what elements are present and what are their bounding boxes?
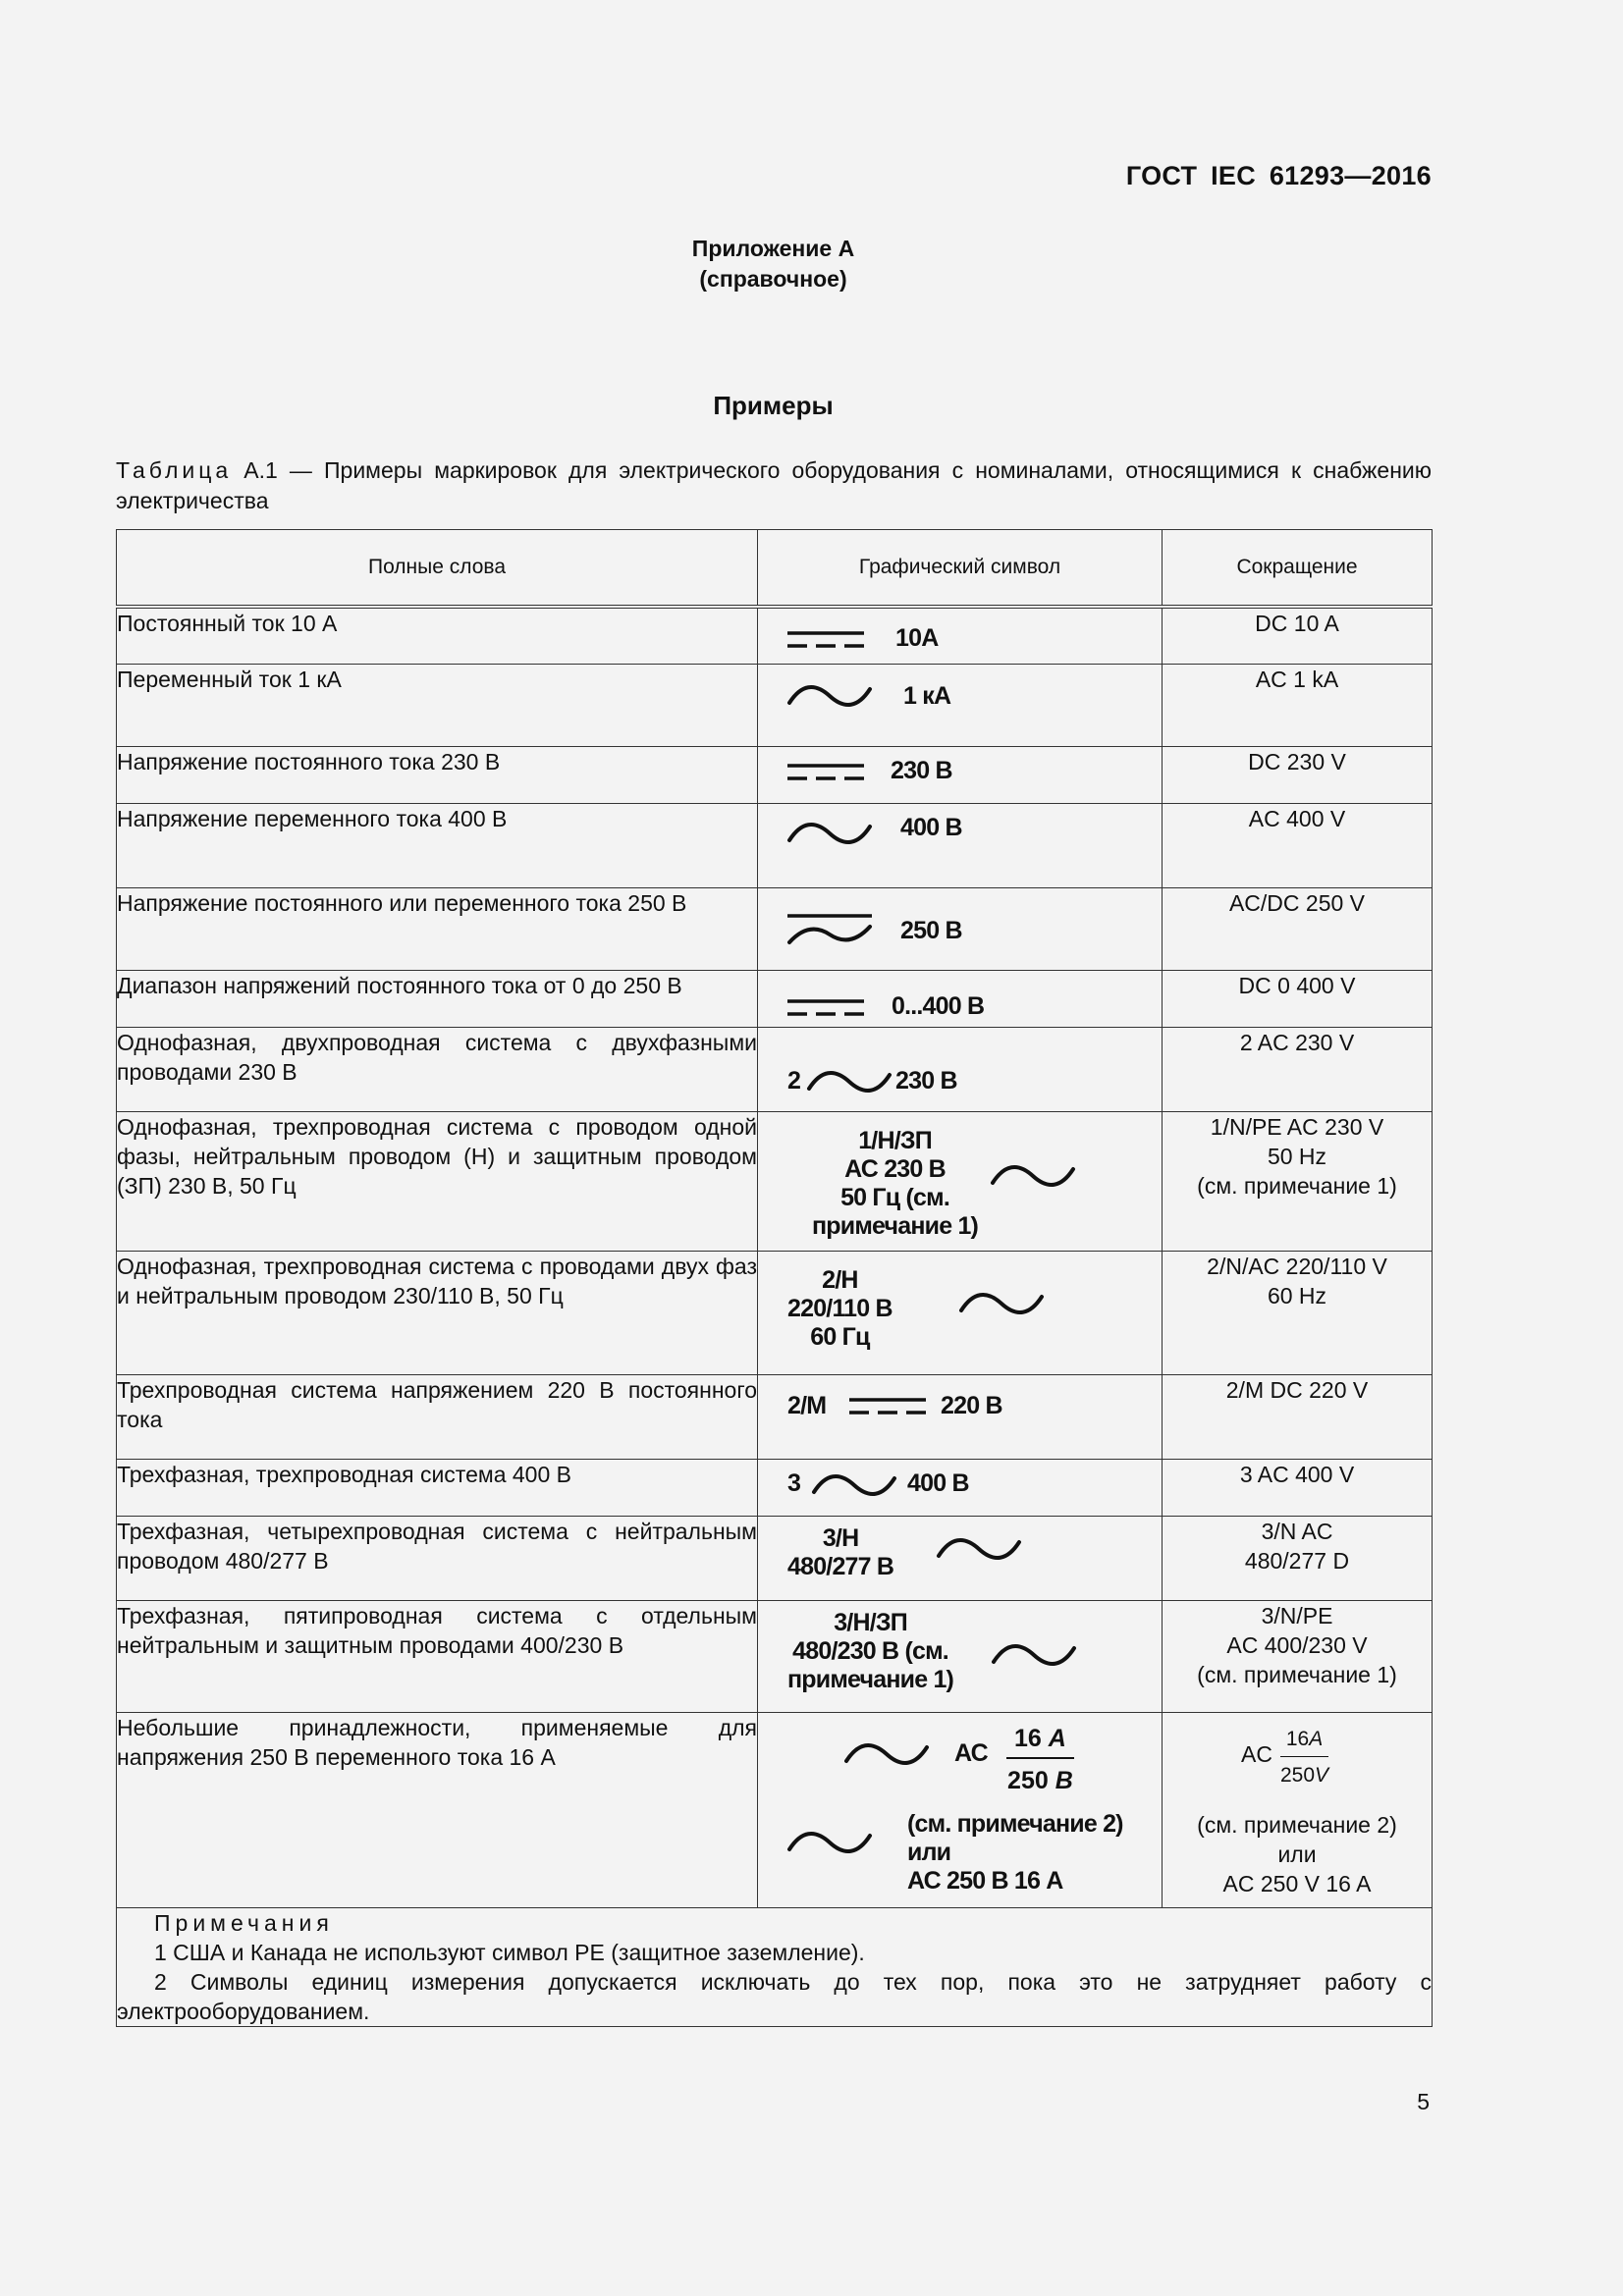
symbol-cell <box>758 1111 1163 1251</box>
ac-icon <box>812 1468 896 1502</box>
markings-table <box>116 529 1433 2027</box>
full-words-cell: Постоянный ток 10 А <box>117 607 758 664</box>
dc-icon <box>787 630 864 650</box>
table-row <box>117 970 1433 1027</box>
symbol-label: 1/Н/ЗП АС 230 В 50 Гц (см. примечание 1) <box>812 1126 979 1240</box>
full-words-cell: Небольшие принадлежности, применяемые для напряжения 250 В переменного тока 16 А <box>117 1712 758 1907</box>
page-number: 5 <box>1417 2089 1430 2114</box>
abbr-prefix: AC <box>1241 1740 1272 1767</box>
table-caption-text: А.1 — Примеры маркировок для электрического оборудования с номиналами, относящимися к снабжению электричества <box>116 457 1433 513</box>
table-row <box>117 803 1433 887</box>
symbol-fraction: 16 А 250 В <box>1007 1724 1073 1794</box>
symbol-label: 3/Н 480/277 В <box>787 1523 894 1580</box>
symbol-cell <box>758 970 1163 1027</box>
symbol-cell <box>758 664 1163 746</box>
symbol-cell <box>758 1459 1163 1516</box>
symbol-cell <box>758 1251 1163 1374</box>
ac-icon <box>992 1638 1076 1672</box>
symbol-label: 1 кА <box>903 681 951 710</box>
ac-icon <box>844 1737 929 1771</box>
symbol-label: 230 В <box>891 756 952 784</box>
dc-icon <box>787 763 864 782</box>
ac-dc-icon <box>787 913 872 952</box>
symbol-prefix: 2/М <box>787 1391 827 1419</box>
notes-title: Примечания <box>154 1909 334 1936</box>
header-graphic-symbol: Графический символ <box>758 530 1163 608</box>
symbol-cell <box>758 607 1163 664</box>
full-words-cell: Трехфазная, трехпроводная система 400 В <box>117 1459 758 1516</box>
ac-icon <box>991 1159 1075 1193</box>
table-row <box>117 664 1433 746</box>
table-row <box>117 887 1433 970</box>
abbreviation-cell: 2 AC 230 V <box>1163 1027 1433 1111</box>
abbreviation-cell: AC/DC 250 V <box>1163 887 1433 970</box>
full-words-cell: Трехфазная, четырехпроводная система с нейтральным проводом 480/277 В <box>117 1516 758 1600</box>
symbol-cell <box>758 887 1163 970</box>
abbreviation-cell: AC 400 V <box>1163 803 1433 887</box>
note-item: 2 Символы единиц измерения допускается исключать до тех пор, пока это не затрудняет работу с электрооборудованием. <box>117 1968 1432 2024</box>
table-header-row <box>117 530 1433 608</box>
table-row <box>117 607 1433 664</box>
full-words-cell: Диапазон напряжений постоянного тока от 0 до 250 В <box>117 970 758 1027</box>
symbol-label: 220 В <box>941 1391 1002 1419</box>
full-words-cell: Однофазная, трехпроводная система с проводами двух фаз и нейтральным проводом 230/110 В, 50 Гц <box>117 1251 758 1374</box>
table-row <box>117 1027 1433 1111</box>
table-row <box>117 1374 1433 1459</box>
abbreviation-cell: 3/N/PE AC 400/230 V (см. примечание 1) <box>1163 1600 1433 1712</box>
table-row <box>117 746 1433 803</box>
symbol-cell <box>758 1516 1163 1600</box>
symbol-label: 400 В <box>900 813 962 841</box>
full-words-cell: Трехфазная, пятипроводная система с отдельным нейтральным и защитным проводами 400/230 В <box>117 1600 758 1712</box>
dc-icon <box>849 1397 926 1416</box>
abbr-fraction: $\frac{16A}{250V}$ <box>1280 1725 1328 1790</box>
ac-icon <box>937 1532 1021 1566</box>
symbol-prefix: АС <box>954 1738 988 1767</box>
table-row <box>117 1516 1433 1600</box>
header-full-words: Полные слова <box>117 530 758 608</box>
abbreviation-cell: 2/N/AC 220/110 V 60 Hz <box>1163 1251 1433 1374</box>
symbol-cell <box>758 746 1163 803</box>
table-caption <box>116 455 1432 516</box>
symbol-cell <box>758 803 1163 887</box>
ac-icon <box>807 1065 892 1098</box>
ac-icon <box>787 817 872 850</box>
symbol-label: 0...400 В <box>892 991 985 1020</box>
full-words-cell: Трехпроводная система напряжением 220 В постоянного тока <box>117 1374 758 1459</box>
abbreviation-cell: DC 230 V <box>1163 746 1433 803</box>
notes-cell <box>117 1907 1433 2026</box>
full-words-cell: Напряжение постоянного или переменного тока 250 В <box>117 887 758 970</box>
symbol-cell <box>758 1600 1163 1712</box>
document-code: ГОСТ IEC 61293—2016 <box>1125 161 1432 190</box>
full-words-cell: Однофазная, двухпроводная система с двухфазными проводами 230 В <box>117 1027 758 1111</box>
abbreviation-cell: DC 10 A <box>1163 607 1433 664</box>
full-words-cell: Переменный ток 1 кА <box>117 664 758 746</box>
notes-row <box>117 1907 1433 2026</box>
appendix-title: Приложение А <box>691 236 855 261</box>
abbreviation-cell: AC 1 kA <box>1163 664 1433 746</box>
full-words-cell: Однофазная, трехпроводная система с проводом одной фазы, нейтральным проводом (Н) и защитным проводом (ЗП) 230 В, 50 Гц <box>117 1111 758 1251</box>
table-row <box>117 1459 1433 1516</box>
table-row <box>117 1111 1433 1251</box>
abbreviation-cell: 1/N/PE AC 230 V 50 Hz (см. примечание 1) <box>1163 1111 1433 1251</box>
section-title: Примеры <box>713 391 834 420</box>
symbol-cell <box>758 1712 1163 1907</box>
table-row <box>117 1712 1433 1907</box>
full-words-cell: Напряжение постоянного тока 230 В <box>117 746 758 803</box>
symbol-cell <box>758 1027 1163 1111</box>
dc-icon <box>787 998 864 1018</box>
symbol-label: (см. примечание 2) или АС 250 В 16 А <box>907 1809 1123 1895</box>
table-row <box>117 1251 1433 1374</box>
symbol-label: 10A <box>895 624 939 652</box>
note-item: 1 США и Канада не используют символ PE (защитное заземление). <box>154 1939 865 1965</box>
full-words-cell: Напряжение переменного тока 400 В <box>117 803 758 887</box>
symbol-label: 2/Н 220/110 В 60 Гц <box>787 1265 893 1351</box>
symbol-label: 3/Н/ЗП 480/230 В (см. примечание 1) <box>787 1608 954 1693</box>
abbreviation-cell: AC $\frac{16A}{250V}$ (см. примечание 2) или AC 250 V 16 A <box>1163 1712 1433 1907</box>
header-abbreviation: Сокращение <box>1163 530 1433 608</box>
table-row <box>117 1600 1433 1712</box>
ac-icon <box>787 1826 872 1859</box>
ac-icon <box>959 1287 1044 1320</box>
abbreviation-cell: 3 AC 400 V <box>1163 1459 1433 1516</box>
symbol-prefix: 2 <box>787 1066 801 1095</box>
abbreviation-cell: 2/M DC 220 V <box>1163 1374 1433 1459</box>
table-caption-label: Таблица <box>116 457 233 483</box>
symbol-prefix: 3 <box>787 1468 801 1497</box>
abbreviation-cell: 3/N AC 480/277 D <box>1163 1516 1433 1600</box>
symbol-label: 230 В <box>895 1066 957 1095</box>
symbol-cell <box>758 1374 1163 1459</box>
symbol-label: 250 В <box>900 916 962 944</box>
symbol-label: 400 В <box>907 1468 969 1497</box>
appendix-type: (справочное) <box>699 266 847 292</box>
ac-icon <box>787 679 872 713</box>
abbreviation-cell: DC 0 400 V <box>1163 970 1433 1027</box>
